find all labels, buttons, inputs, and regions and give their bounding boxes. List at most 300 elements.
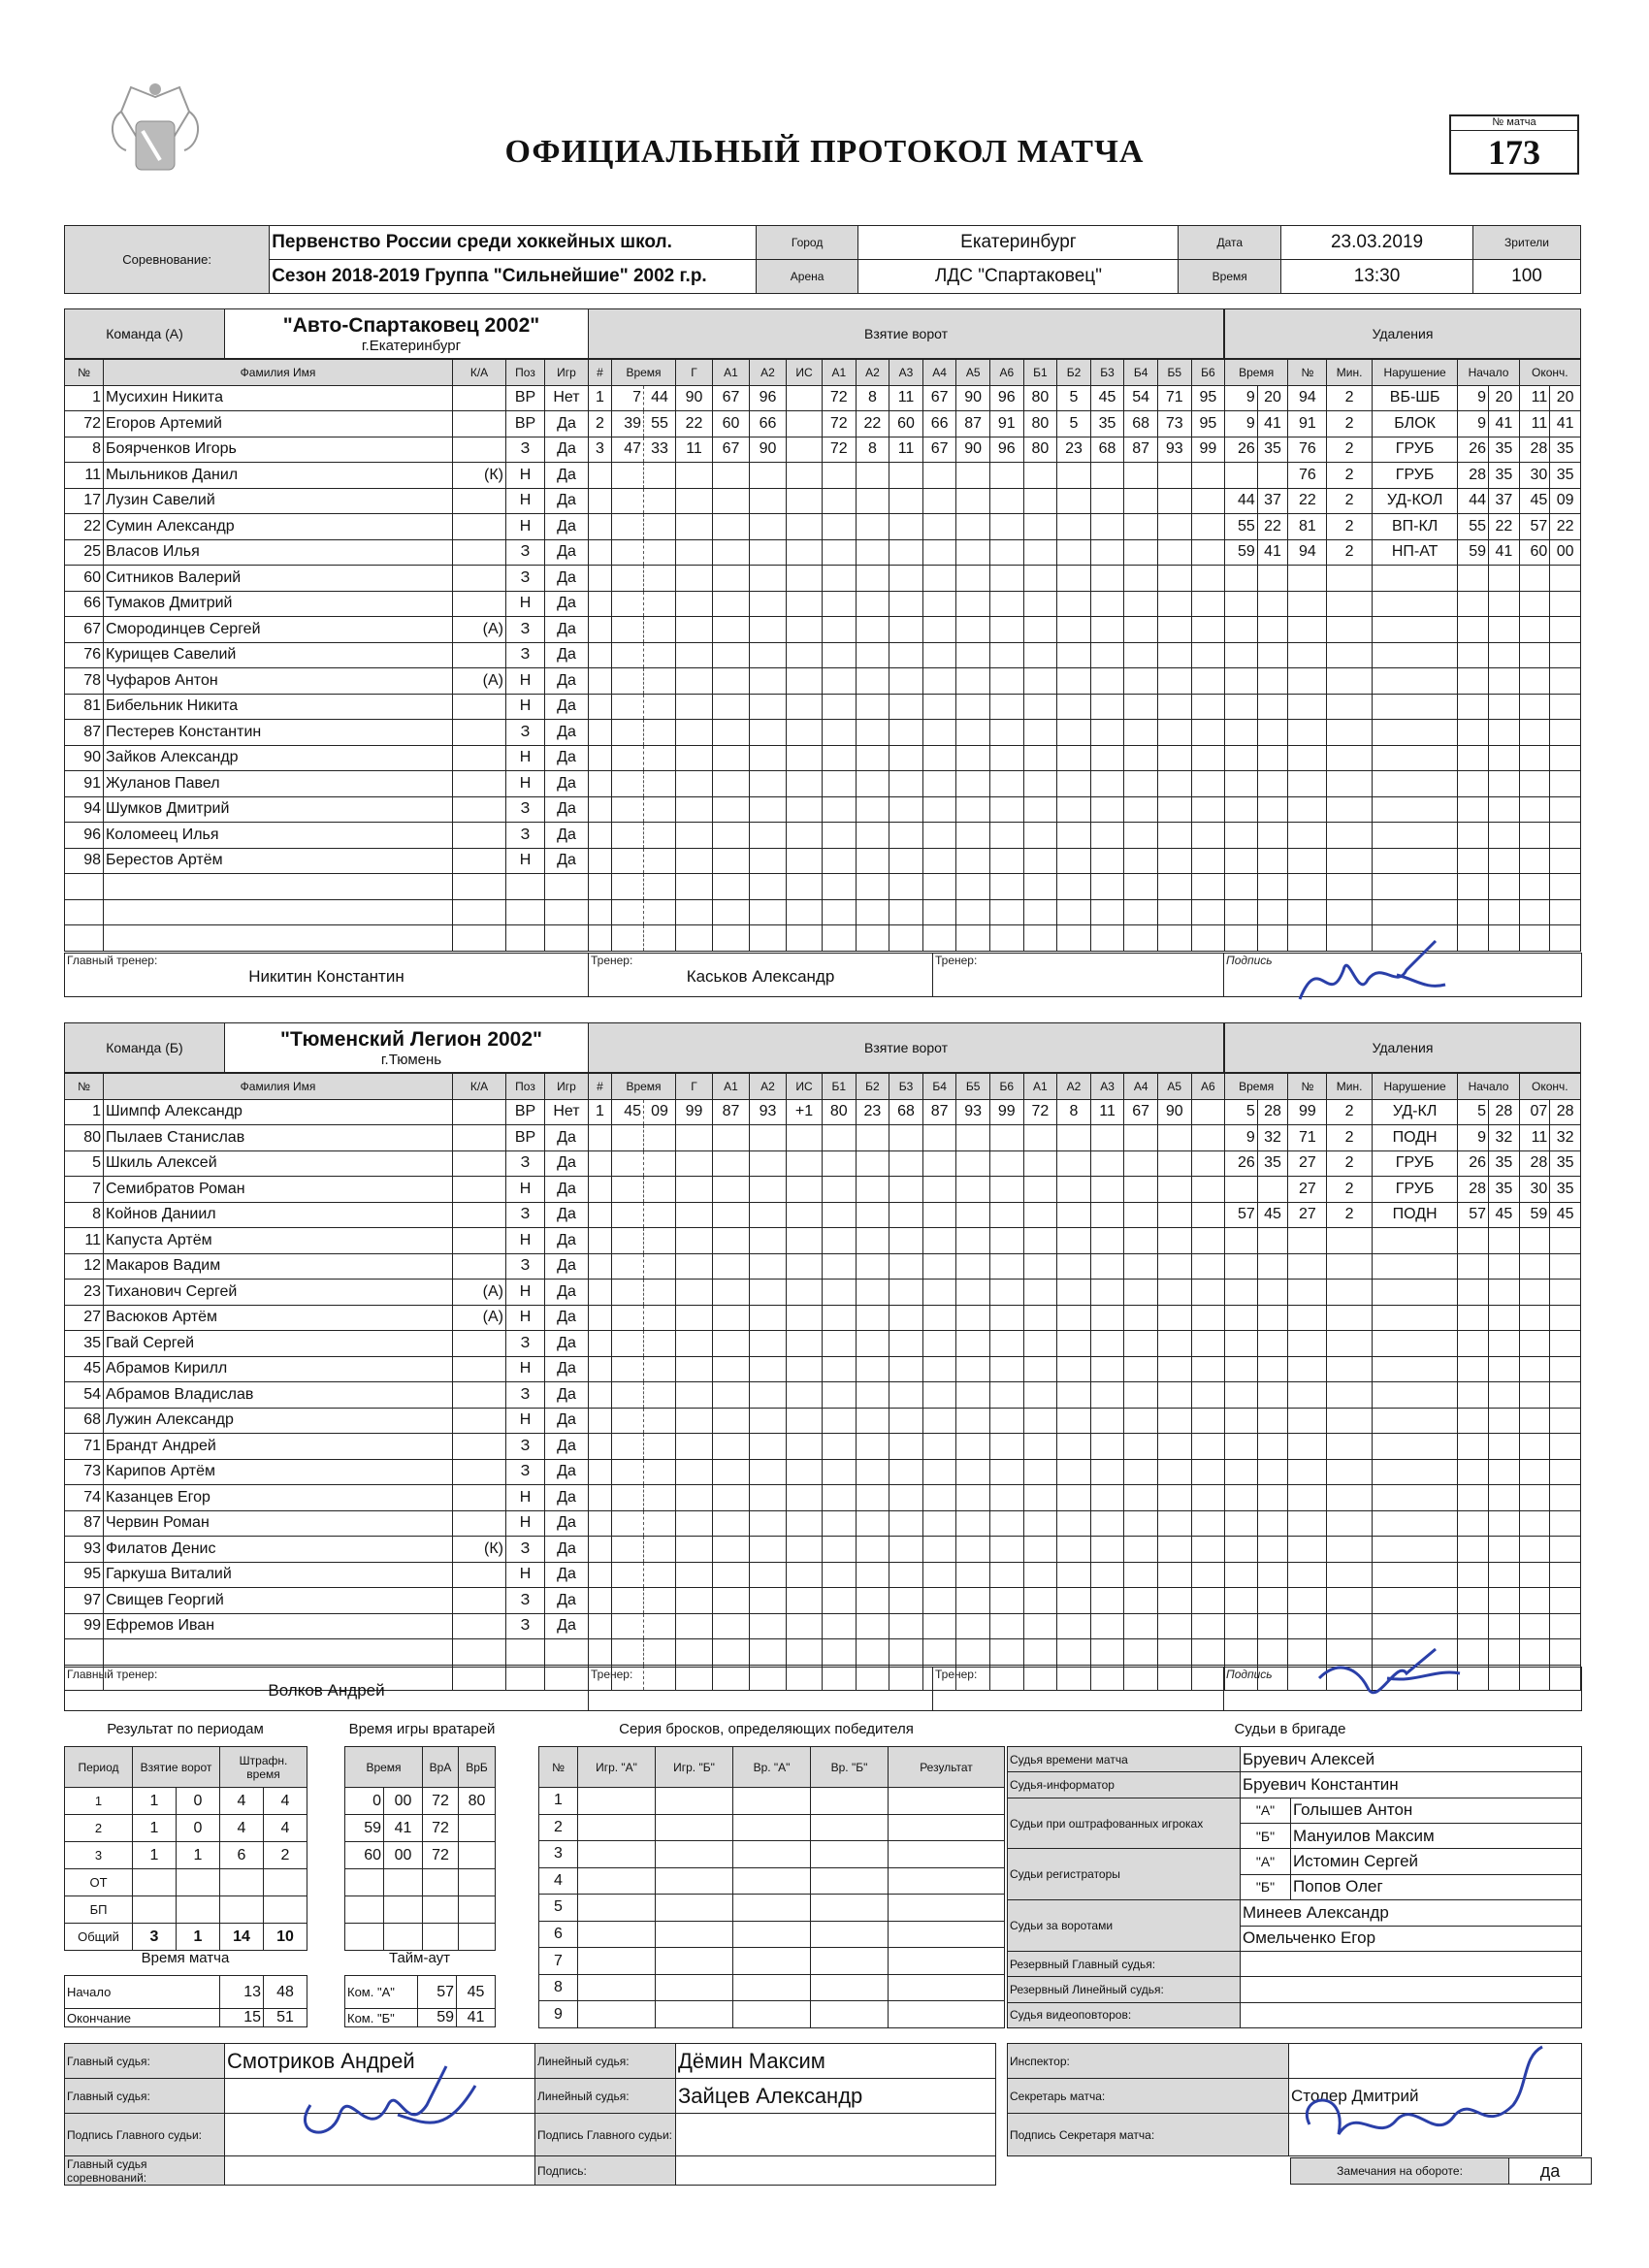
on-ice-player <box>1057 848 1091 874</box>
player-name: Шкиль Алексей <box>104 1150 453 1177</box>
on-ice-player <box>856 899 889 925</box>
shootout-cell <box>811 2001 889 2028</box>
penalty-start-sec <box>1489 925 1520 952</box>
roster-row <box>65 796 589 823</box>
on-ice-player <box>856 1331 889 1357</box>
player-played: Да <box>545 1434 589 1460</box>
player-played: Да <box>545 514 589 540</box>
goal-col-header: Б2 <box>1057 360 1091 386</box>
player-role <box>453 899 506 925</box>
penalty-start-min <box>1458 823 1489 849</box>
on-ice-player: 11 <box>889 385 923 411</box>
penalty-second <box>1257 1510 1288 1537</box>
penalty-infraction <box>1372 1537 1458 1563</box>
penalty-end-sec: 35 <box>1550 1150 1581 1177</box>
goal-assist1 <box>713 539 750 566</box>
penalty-minute <box>1225 1331 1258 1357</box>
penalty-end-sec <box>1550 617 1581 643</box>
on-ice-player <box>1124 1202 1158 1228</box>
goal-second <box>644 899 676 925</box>
col-num: № <box>65 360 104 386</box>
shootout-row <box>539 1948 1005 1975</box>
on-ice-player <box>823 1459 857 1485</box>
goal-minute <box>612 1382 644 1409</box>
on-ice-player <box>856 1434 889 1460</box>
on-ice-player <box>1191 1202 1225 1228</box>
player-role <box>453 514 506 540</box>
goal-minute <box>612 1280 644 1306</box>
on-ice-player <box>889 1125 923 1151</box>
roster-row <box>65 411 589 437</box>
penalty-player: 71 <box>1288 1125 1327 1151</box>
goal-second <box>644 539 676 566</box>
penalty-row <box>1225 1280 1581 1306</box>
team_a-roster <box>64 359 589 952</box>
player-name <box>104 899 453 925</box>
goal-number <box>589 1253 612 1280</box>
team_b-head-coach: Волков Андрей <box>268 1681 385 1700</box>
penalty-end-min: 30 <box>1519 1177 1550 1203</box>
on-ice-player <box>889 1562 923 1588</box>
penalty-player <box>1288 823 1327 849</box>
penalty-minute: 9 <box>1225 1125 1258 1151</box>
goal-scorer <box>676 539 713 566</box>
goal-situation <box>787 1613 823 1639</box>
goal-situation <box>787 874 823 900</box>
penalty-infraction <box>1372 874 1458 900</box>
penalty-start-min <box>1458 745 1489 771</box>
penalty-col-header: Мин. <box>1327 1074 1372 1100</box>
on-ice-player: 90 <box>1157 1099 1191 1125</box>
roster-row <box>65 566 589 592</box>
player-position: Н <box>506 694 545 720</box>
penalty-minute <box>1225 1562 1258 1588</box>
on-ice-player <box>1124 899 1158 925</box>
on-ice-player <box>856 1588 889 1614</box>
player-role <box>453 796 506 823</box>
on-ice-player <box>856 1125 889 1151</box>
penalty-end-sec: 45 <box>1550 1202 1581 1228</box>
on-ice-player <box>889 539 923 566</box>
goal-scorer <box>676 591 713 617</box>
goal-situation <box>787 617 823 643</box>
penalty-start-sec <box>1489 874 1520 900</box>
player-role <box>453 488 506 514</box>
roster-row <box>65 874 589 900</box>
on-ice-player <box>1023 1562 1057 1588</box>
player-position: З <box>506 796 545 823</box>
penalty-start-min: 26 <box>1458 1150 1489 1177</box>
on-ice-player <box>1157 823 1191 849</box>
penalty-start-min <box>1458 925 1489 952</box>
official-role: Судья-информатор <box>1008 1772 1241 1798</box>
penalty-duration: 2 <box>1327 385 1372 411</box>
time-value: 13:30 <box>1281 260 1473 294</box>
goal-situation <box>787 796 823 823</box>
goal-assist1: 60 <box>713 411 750 437</box>
goalie-change-min <box>345 1869 384 1896</box>
player-played <box>545 925 589 952</box>
linesman2-name: Зайцев Александр <box>676 2079 996 2114</box>
roster-row <box>65 848 589 874</box>
penalty-row <box>1225 771 1581 797</box>
player-played: Да <box>545 642 589 668</box>
on-ice-player <box>1090 796 1124 823</box>
on-ice-player <box>856 488 889 514</box>
on-ice-player <box>1124 591 1158 617</box>
on-ice-player <box>889 488 923 514</box>
goal-situation <box>787 1537 823 1563</box>
player-name: Червин Роман <box>104 1510 453 1537</box>
player-role <box>453 1434 506 1460</box>
penalty-end-min <box>1519 617 1550 643</box>
goal-number <box>589 694 612 720</box>
shootout-cell <box>656 1841 733 1868</box>
penalty-row <box>1225 694 1581 720</box>
on-ice-player <box>1023 899 1057 925</box>
player-number: 25 <box>65 539 104 566</box>
on-ice-player <box>1090 1639 1124 1666</box>
goal-assist2 <box>750 668 787 695</box>
goal-minute <box>612 1228 644 1254</box>
penalty-end-sec <box>1550 566 1581 592</box>
penalty-second: 22 <box>1257 514 1288 540</box>
on-ice-player <box>989 771 1023 797</box>
player-position: ВР <box>506 1125 545 1151</box>
penalty-minute <box>1225 1228 1258 1254</box>
penalty-player <box>1288 1613 1327 1639</box>
penalty-infraction <box>1372 1228 1458 1254</box>
penalty-minute <box>1225 642 1258 668</box>
player-number <box>65 1639 104 1666</box>
on-ice-player: 8 <box>856 385 889 411</box>
penalty-row <box>1225 1382 1581 1409</box>
on-ice-player <box>989 514 1023 540</box>
on-ice-player <box>1057 1408 1091 1434</box>
on-ice-player <box>1191 642 1225 668</box>
player-position: Н <box>506 463 545 489</box>
on-ice-player <box>1157 1125 1191 1151</box>
on-ice-player <box>1157 591 1191 617</box>
official-team-tag: "А" <box>1241 1849 1291 1874</box>
goal-situation <box>787 539 823 566</box>
player-played: Да <box>545 463 589 489</box>
arena-value: ЛДС "Спартаковец" <box>858 260 1179 294</box>
goal-assist1 <box>713 796 750 823</box>
penalty-player <box>1288 1459 1327 1485</box>
on-ice-player: 67 <box>1124 1099 1158 1125</box>
player-number: 66 <box>65 591 104 617</box>
goal-row <box>589 720 1225 746</box>
goal-second <box>644 1459 676 1485</box>
penalty-end-min <box>1519 1639 1550 1666</box>
penalty-duration: 2 <box>1327 514 1372 540</box>
team_b-name-cell <box>225 1023 598 1073</box>
goal-assist2: 96 <box>750 385 787 411</box>
goal-number <box>589 1510 612 1537</box>
penalty-end-min <box>1519 1562 1550 1588</box>
goalie-b <box>459 1896 496 1924</box>
goal-minute <box>612 668 644 695</box>
penalty-end-sec: 20 <box>1550 385 1581 411</box>
on-ice-player <box>1191 771 1225 797</box>
goal-scorer <box>676 771 713 797</box>
on-ice-player <box>1057 874 1091 900</box>
shootout-cell <box>656 1867 733 1895</box>
player-played: Да <box>545 1331 589 1357</box>
player-role: (А) <box>453 1280 506 1306</box>
goal-minute <box>612 1253 644 1280</box>
on-ice-player <box>856 1408 889 1434</box>
goal-number <box>589 899 612 925</box>
on-ice-player <box>889 745 923 771</box>
penalty-row <box>1225 1099 1581 1125</box>
goal-second <box>644 1613 676 1639</box>
goal-assist1 <box>713 1253 750 1280</box>
inspector-label: Инспектор: <box>1008 2044 1289 2079</box>
match-number-label: № матча <box>1451 116 1577 131</box>
goal-situation <box>787 720 823 746</box>
on-ice-player <box>956 617 990 643</box>
goal-scorer: 99 <box>676 1099 713 1125</box>
on-ice-player <box>1124 823 1158 849</box>
penalty-minute <box>1225 1459 1258 1485</box>
on-ice-player <box>856 566 889 592</box>
shootout-cell <box>889 2001 1005 2028</box>
on-ice-player <box>1191 1485 1225 1511</box>
goal-col-header: А4 <box>922 360 956 386</box>
penalty-start-min <box>1458 1613 1489 1639</box>
goal-row <box>589 566 1225 592</box>
penalty-player <box>1288 1382 1327 1409</box>
shootout-row <box>539 2001 1005 2028</box>
on-ice-player <box>1090 1356 1124 1382</box>
on-ice-player <box>1090 1150 1124 1177</box>
on-ice-player <box>956 668 990 695</box>
penalty-start-min <box>1458 694 1489 720</box>
player-played: Да <box>545 1485 589 1511</box>
roster-row <box>65 1485 589 1511</box>
goal-minute <box>612 1125 644 1151</box>
on-ice-player <box>1057 1125 1091 1151</box>
penalty-start-min <box>1458 720 1489 746</box>
player-played: Да <box>545 1125 589 1151</box>
penalty-end-min <box>1519 1485 1550 1511</box>
on-ice-player <box>889 1331 923 1357</box>
goal-col-header: # <box>589 360 612 386</box>
on-ice-player <box>856 1613 889 1639</box>
goal-col-header: А4 <box>1124 1074 1158 1100</box>
on-ice-player <box>1191 1613 1225 1639</box>
team_a-label: Команда (А) <box>65 309 225 359</box>
goal-assist2 <box>750 899 787 925</box>
player-role <box>453 437 506 463</box>
on-ice-player <box>1023 1356 1057 1382</box>
player-number: 8 <box>65 1202 104 1228</box>
penalty-end-sec <box>1550 1382 1581 1409</box>
penalty-infraction <box>1372 848 1458 874</box>
on-ice-player <box>1090 1305 1124 1331</box>
on-ice-player <box>823 463 857 489</box>
goalie-a: 72 <box>423 1842 459 1869</box>
on-ice-player <box>989 1177 1023 1203</box>
penalty-duration <box>1327 591 1372 617</box>
player-played: Да <box>545 1613 589 1639</box>
on-ice-player: 80 <box>823 1099 857 1125</box>
team_b-city: г.Тюмень <box>380 1051 442 1068</box>
goal-row <box>589 514 1225 540</box>
player-number: 7 <box>65 1177 104 1203</box>
on-ice-player: 5 <box>1057 385 1091 411</box>
goal-col-header: ИС <box>787 1074 823 1100</box>
match-time-title: Время матча <box>141 1950 230 1966</box>
on-ice-player <box>1124 745 1158 771</box>
goal-assist2 <box>750 642 787 668</box>
penalty-player <box>1288 796 1327 823</box>
on-ice-player <box>1023 796 1057 823</box>
roster-row <box>65 591 589 617</box>
goal-assist2 <box>750 591 787 617</box>
on-ice-player <box>823 1588 857 1614</box>
penalty-end-sec <box>1550 1253 1581 1280</box>
on-ice-player <box>1090 642 1124 668</box>
penalty-infraction <box>1372 899 1458 925</box>
goal-minute <box>612 694 644 720</box>
shootout-cell <box>733 1788 811 1815</box>
match-start-hour: 13 <box>220 1976 264 2009</box>
penalty-end-min <box>1519 642 1550 668</box>
goal-second <box>644 642 676 668</box>
officials-title: Судьи в бригаде <box>1234 1721 1346 1737</box>
player-position <box>506 1639 545 1666</box>
on-ice-player <box>1023 745 1057 771</box>
goal-assist1 <box>713 745 750 771</box>
goal-assist2 <box>750 823 787 849</box>
player-position: З <box>506 1537 545 1563</box>
player-number: 27 <box>65 1305 104 1331</box>
on-ice-player <box>922 1356 956 1382</box>
on-ice-player <box>889 1177 923 1203</box>
player-role <box>453 1510 506 1537</box>
player-number: 54 <box>65 1382 104 1409</box>
penalty-second <box>1257 848 1288 874</box>
goal-row <box>589 539 1225 566</box>
on-ice-player <box>1191 1382 1225 1409</box>
on-ice-player <box>889 899 923 925</box>
goalie-time-row <box>345 1896 496 1924</box>
shootout-col-header: Результат <box>889 1747 1005 1788</box>
penalty-end-min <box>1519 591 1550 617</box>
goal-second <box>644 720 676 746</box>
goal-second <box>644 1125 676 1151</box>
penalty-player <box>1288 1562 1327 1588</box>
penalty-duration <box>1327 668 1372 695</box>
penalty-end-min <box>1519 848 1550 874</box>
penalty-infraction <box>1372 720 1458 746</box>
player-position: З <box>506 720 545 746</box>
player-number: 68 <box>65 1408 104 1434</box>
penalty-minute <box>1225 1434 1258 1460</box>
shootout-cell <box>889 1788 1005 1815</box>
on-ice-player: 91 <box>989 411 1023 437</box>
shootout-cell <box>656 1895 733 1922</box>
goal-assist1 <box>713 1613 750 1639</box>
player-number: 35 <box>65 1331 104 1357</box>
goal-assist1 <box>713 1331 750 1357</box>
penalty-end-min <box>1519 1537 1550 1563</box>
goal-assist1 <box>713 848 750 874</box>
player-played: Да <box>545 617 589 643</box>
player-played <box>545 899 589 925</box>
goal-scorer <box>676 488 713 514</box>
penalty-end-min: 11 <box>1519 385 1550 411</box>
on-ice-player <box>1090 1613 1124 1639</box>
goal-col-header: А1 <box>713 1074 750 1100</box>
official-role: Судья времени матча <box>1008 1747 1241 1772</box>
penalty-start-sec <box>1489 1280 1520 1306</box>
on-ice-player <box>956 1253 990 1280</box>
goal-situation <box>787 385 823 411</box>
goal-situation <box>787 925 823 952</box>
on-ice-player: 80 <box>1023 411 1057 437</box>
penalty-duration: 2 <box>1327 1150 1372 1177</box>
player-role: (К) <box>453 463 506 489</box>
penalty-start-min <box>1458 668 1489 695</box>
on-ice-player <box>1090 874 1124 900</box>
goal-assist2 <box>750 925 787 952</box>
spectators-value: 100 <box>1473 260 1581 294</box>
on-ice-player <box>856 642 889 668</box>
goalie-b <box>459 1869 496 1896</box>
roster-row <box>65 745 589 771</box>
penalty-start-sec: 32 <box>1489 1125 1520 1151</box>
coach2-label: Тренер: <box>935 954 978 967</box>
on-ice-player <box>1124 566 1158 592</box>
goal-second <box>644 668 676 695</box>
on-ice-player <box>1157 1408 1191 1434</box>
goal-number <box>589 1228 612 1254</box>
penalty-duration <box>1327 720 1372 746</box>
goal-situation <box>787 823 823 849</box>
on-ice-player <box>856 539 889 566</box>
penalty-row <box>1225 1537 1581 1563</box>
team_b-label: Команда (Б) <box>65 1023 225 1073</box>
period-name: 1 <box>65 1788 133 1815</box>
penalty-end-min <box>1519 925 1550 952</box>
penalty-start-sec <box>1489 1305 1520 1331</box>
on-ice-player: 35 <box>1090 411 1124 437</box>
period-pen-b: 2 <box>264 1842 307 1869</box>
arena-label: Арена <box>756 260 858 294</box>
on-ice-player <box>1191 1280 1225 1306</box>
goal-assist1 <box>713 1562 750 1588</box>
penalty-second <box>1257 1537 1288 1563</box>
goal-assist1 <box>713 1434 750 1460</box>
penalty-end-sec <box>1550 1228 1581 1254</box>
player-role <box>453 874 506 900</box>
on-ice-player <box>922 1408 956 1434</box>
player-position: Н <box>506 1356 545 1382</box>
on-ice-player <box>889 1639 923 1666</box>
player-position: З <box>506 1588 545 1614</box>
on-ice-player <box>989 1202 1023 1228</box>
goal-row <box>589 463 1225 489</box>
goal-assist1 <box>713 1639 750 1666</box>
player-role <box>453 1588 506 1614</box>
penalty-duration: 2 <box>1327 1177 1372 1203</box>
on-ice-player <box>823 1639 857 1666</box>
on-ice-player <box>856 617 889 643</box>
